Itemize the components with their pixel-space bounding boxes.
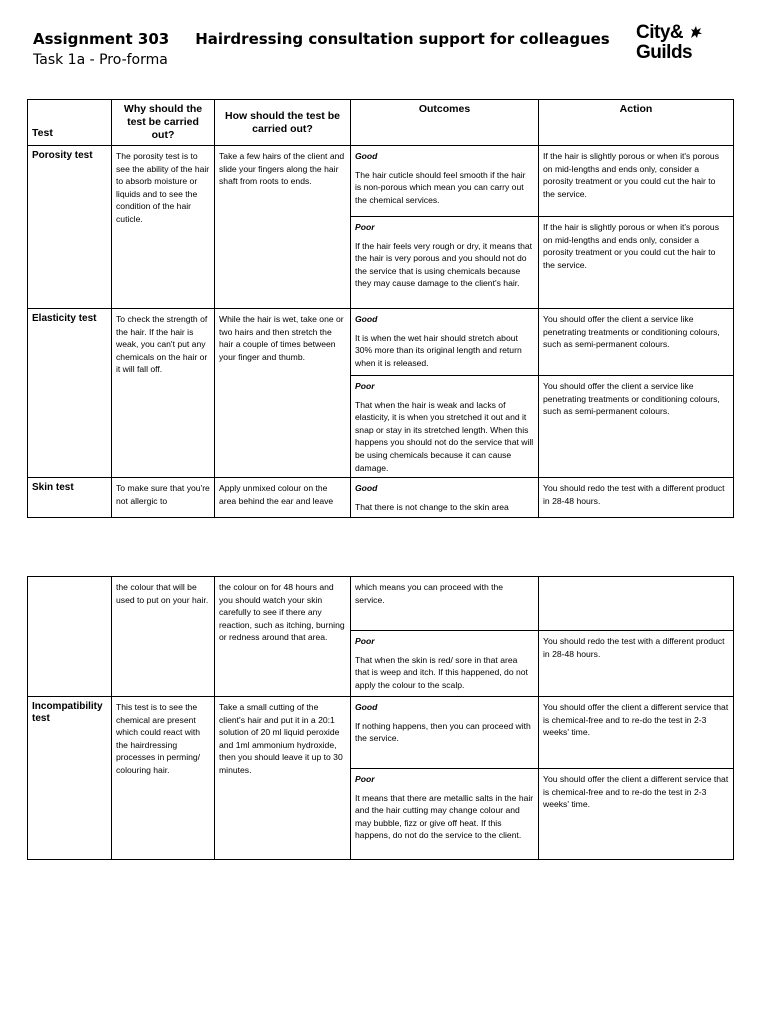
test-name-porosity: Porosity test [28, 146, 112, 309]
action-cell: You should offer the client a different service that is chemical-free and to re-do the test in 2-3 weeks' time. [539, 769, 734, 860]
how-cell: the colour on for 48 hours and you should watch your skin carefully to see if there any reaction, such as itching, burning or redness around that area. [215, 577, 351, 697]
action-cell: If the hair is slightly porous or when it's porous on mid-lengths and ends only, consider a porosity treatment or you could cut the hair to the service. [539, 217, 734, 309]
outcome-label-poor: Poor [355, 222, 375, 232]
action-cell: You should offer the client a different service that is chemical-free and to re-do the test in 2-3 weeks' time. [539, 697, 734, 769]
outcome-good-cell [351, 309, 539, 376]
outcome-text: That there is not change to the skin area [355, 501, 509, 512]
outcome-label-good: Good [355, 483, 378, 494]
header-row [28, 100, 734, 146]
outcome-text: It means that there are metallic salts in the hair and the hair cutting may change colour and may bubble, fizz or give off heat. If this happens, do not do the service to the client. [355, 792, 534, 841]
col-header-action: Action [539, 100, 734, 146]
test-name-cell-empty [28, 577, 112, 697]
outcome-good-cell [351, 478, 539, 518]
how-cell: While the hair is wet, take one or two hairs and then stretch the hair a couple of times between your finger and thumb. [215, 309, 351, 478]
table-row [28, 697, 734, 769]
outcome-label-poor: Poor [355, 774, 375, 784]
outcome-good-cell [351, 146, 539, 217]
outcome-label-good: Good [355, 151, 378, 161]
action-cell: You should redo the test with a different product in 28-48 hours. [539, 478, 734, 518]
why-cell: This test is to see the chemical are present which could react with the hairdressing processes in perming/ colouring hair. [112, 697, 215, 860]
outcome-poor-cell [351, 769, 539, 860]
outcome-text: It is when the wet hair should stretch about 30% more than its original length and return when it is released. [355, 332, 522, 368]
outcome-poor-cell [351, 631, 539, 697]
outcome-poor-cell [351, 217, 539, 309]
action-cell: You should offer the client a service like penetrating treatments or conditioning colours, such as semi-permanent colours. [539, 309, 734, 376]
table-row [28, 146, 734, 217]
action-cell: If the hair is slightly porous or when it's porous on mid-lengths and ends only, consider a porosity treatment or you could cut the hair to the service. [539, 146, 734, 217]
outcome-text: That when the hair is weak and lacks of elasticity, it is when you stretched it out and it snap or stay in its stretched length. When this happens you should not do the service that will be using chemicals because it can cause damage. [355, 399, 534, 473]
action-cell: You should offer the client a service like penetrating treatments or conditioning colours, such as semi-permanent colours. [539, 376, 734, 478]
document-title [33, 30, 610, 48]
task-subtitle: Task 1a - Pro-forma [33, 52, 168, 68]
outcome-label-poor: Poor [355, 381, 375, 391]
action-cell [539, 577, 734, 631]
why-cell: the colour that will be used to put on your hair. [112, 577, 215, 697]
outcome-poor-cell [351, 376, 539, 478]
test-name-incompatibility: Incompatibility test [28, 697, 112, 860]
outcome-good-cell [351, 697, 539, 769]
outcome-text: That when the skin is red/ sore in that area that is weep and itch. If this happened, do not apply the colour to the scalp. [355, 654, 528, 690]
how-cell: Take a few hairs of the client and slide your fingers along the hair shaft from roots to ends. [215, 146, 351, 309]
city-guilds-logo [636, 22, 716, 70]
proforma-table-page2 [27, 576, 734, 860]
outcome-text: The hair cuticle should feel smooth if the hair is non-porous which mean you can carry out the chemical services. [355, 169, 526, 205]
test-name-skin: Skin test [28, 478, 112, 518]
logo-text-line1: City& [636, 22, 684, 43]
how-cell: Apply unmixed colour on the area behind the ear and leave [215, 478, 351, 518]
assignment-number: Assignment 303 [33, 30, 170, 48]
test-name-elasticity: Elasticity test [28, 309, 112, 478]
table-row [28, 309, 734, 376]
col-header-outcomes: Outcomes [351, 100, 539, 146]
outcome-label-poor: Poor [355, 636, 375, 646]
why-cell: To make sure that you're not allergic to [112, 478, 215, 518]
outcome-text: If the hair feels very rough or dry, it means that the hair is very porous and you should not do the service that is using chemicals because they may cause damage to the client's hair. [355, 240, 533, 289]
col-header-how: How should the test be carried out? [215, 100, 351, 146]
why-cell: The porosity test is to see the ability of the hair to absorb moisture or liquids and to see the condition of the hair cuticle. [112, 146, 215, 309]
outcome-good-cell: which means you can proceed with the service. [351, 577, 539, 631]
assignment-title: Hairdressing consultation support for colleagues [195, 30, 610, 48]
outcome-label-good: Good [355, 702, 378, 712]
action-cell: You should redo the test with a different product in 28-48 hours. [539, 631, 734, 697]
proforma-table-page1 [27, 99, 734, 518]
logo-text-line2: Guilds [636, 42, 693, 63]
table-row [28, 478, 734, 518]
col-header-test: Test [28, 100, 112, 146]
how-cell: Take a small cutting of the client's hair and put it in a 20:1 solution of 20 ml liquid peroxide and 1ml ammonium hydroxide, then you should leave it up to 30 minutes. [215, 697, 351, 860]
col-header-why: Why should the test be carried out? [112, 100, 215, 146]
heraldic-creature-icon [688, 24, 704, 40]
table-row [28, 577, 734, 631]
outcome-text: If nothing happens, then you can proceed with the service. [355, 720, 531, 744]
why-cell: To check the strength of the hair. If the hair is weak, you can't put any chemicals on the hair or it will fall off. [112, 309, 215, 478]
outcome-label-good: Good [355, 314, 378, 324]
